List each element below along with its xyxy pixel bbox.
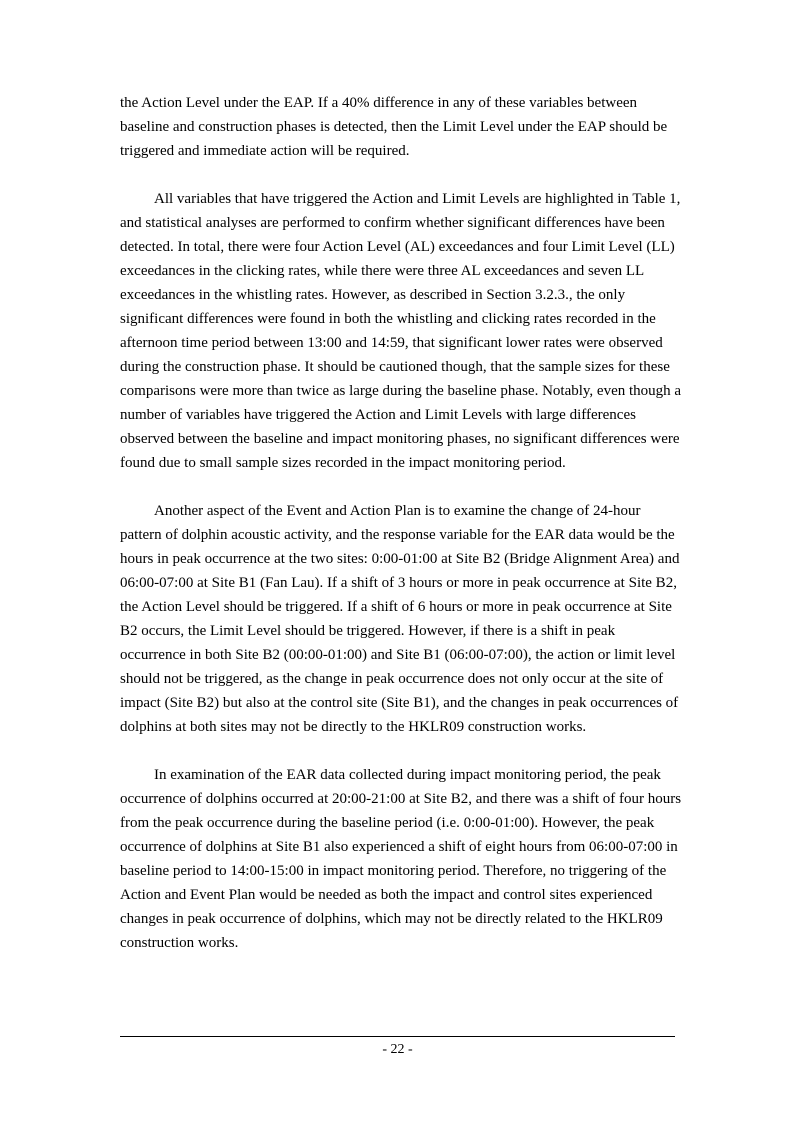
document-body [120, 91, 682, 955]
page-number: - 22 - [382, 1042, 413, 1057]
footer-divider [120, 1036, 675, 1037]
paragraph-ear-data-examination: In examination of the EAR data collected during impact monitoring period, the peak occurrence of dolphins occurred at 20:00-21:00 at Site B2, and there was a shift of four hours from the peak occurrence during the baseline period (i.e. 0:00-01:00). However, the peak occurrence of dolphins at Site B1 also experienced a shift of eight hours from 06:00-07:00 in baseline period to 14:00-15:00 in impact monitoring period. Therefore, no triggering of the Action and Event Plan would be needed as both the impact and control sites experienced changes in peak occurrence of dolphins, which may not be directly related to the HKLR09 construction works. [120, 767, 682, 951]
paragraph-24-hour-pattern: Another aspect of the Event and Action Plan is to examine the change of 24-hour pattern of dolphin acoustic activity, and the response variable for the EAR data would be the hours in peak occurrence at the two sites: 0:00-01:00 at Site B2 (Bridge Alignment Area) and 06:00-07:00 at Site B1 (Fan Lau). If a shift of 3 hours or more in peak occurrence at Site B2, the Action Level should be triggered. If a shift of 6 hours or more in peak occurrence at Site B2 occurs, the Limit Level should be triggered. However, if there is a shift in peak occurrence in both Site B2 (00:00-01:00) and Site B1 (06:00-07:00), the action or limit level should not be triggered, as the change in peak occurrence does not only occur at the site of impact (Site B2) but also at the control site (Site B1), and the changes in peak occurrences of dolphins at both sites may not be directly to the HKLR09 construction works. [120, 503, 680, 735]
paragraph-exceedances: All variables that have triggered the Action and Limit Levels are highlighted in Table 1, and statistical analyses are performed to confirm whether significant differences have been detected. In total, there were four Action Level (AL) exceedances and four Limit Level (LL) exceedances in the clicking rates, while there were three AL exceedances and seven LL exceedances in the whistling rates. However, as described in Section 3.2.3., the only significant differences were found in both the whistling and clicking rates recorded in the afternoon time period between 13:00 and 14:59, that significant lower rates were observed during the construction phase. It should be cautioned though, that the sample sizes for these comparisons were more than twice as large during the baseline phase. Notably, even though a number of variables have triggered the Action and Limit Levels with large differences observed between the baseline and impact monitoring phases, no significant differences were found due to small sample sizes recorded in the impact monitoring period. [120, 191, 682, 471]
paragraph-continuation: the Action Level under the EAP. If a 40% difference in any of these variables between baseline and construction phases is detected, then the Limit Level under the EAP should be triggered and immediate action will be required. [120, 95, 668, 159]
